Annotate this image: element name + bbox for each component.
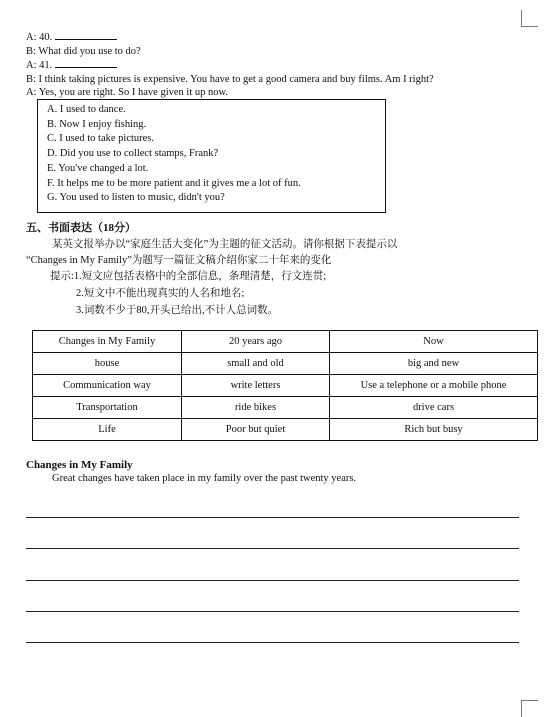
- table-row: [33, 353, 538, 375]
- hint-1: 提示:1.短文应包括表格中的全部信息，条理清楚，行文连贯;: [50, 271, 327, 282]
- dialogue-text: Yes, you are right. So I have given it up now.: [38, 87, 229, 99]
- crop-mark-top-right: [521, 10, 538, 27]
- speaker-label: A:: [26, 87, 37, 99]
- option-b: B. Now I enjoy fishing.: [47, 118, 147, 130]
- hint-3: 3.词数不少于80,开头已给出,不计人总词数。: [76, 305, 279, 316]
- table-row: [33, 419, 538, 441]
- dialogue-line: [26, 58, 434, 73]
- table-cell: write letters: [182, 375, 330, 397]
- dialogue-line: [26, 86, 434, 100]
- table-cell: Use a telephone or a mobile phone: [330, 375, 538, 397]
- table-cell: big and new: [330, 353, 538, 375]
- dialogue: [26, 30, 434, 100]
- writing-line[interactable]: [26, 611, 519, 612]
- option-f: F. It helps me to be more patient and it gives me a lot of fun.: [47, 177, 301, 189]
- option-c: C. I used to take pictures.: [47, 133, 155, 145]
- crop-mark-bottom-right: [521, 700, 538, 717]
- writing-line[interactable]: [26, 580, 519, 581]
- table-row: [33, 375, 538, 397]
- dialogue-text: What did you use to do?: [38, 45, 141, 57]
- table-cell: small and old: [182, 353, 330, 375]
- dialogue-text: 40.: [39, 32, 53, 43]
- essay-opening: Great changes have taken place in my family over the past twenty years.: [52, 473, 357, 484]
- table-row: [33, 397, 538, 419]
- prompt-line-2: “Changes in My Family”为题写一篇征文稿介绍你家二十年来的变化: [26, 255, 332, 266]
- dialogue-text: I think taking pictures is expensive. You have to get a good camera and buy films. Am I right?: [38, 73, 434, 85]
- table-cell: Rich but busy: [330, 419, 538, 441]
- option-d: D. Did you use to collect stamps, Frank?: [47, 148, 219, 160]
- speaker-label: B:: [26, 73, 36, 85]
- dialogue-line: [26, 45, 434, 59]
- writing-line[interactable]: [26, 642, 519, 643]
- option-g: G. You used to listen to music, didn't you?: [47, 192, 225, 204]
- essay-title: Changes in My Family: [26, 459, 133, 471]
- section-heading: 五、书面表达（18分）: [26, 222, 136, 234]
- table-cell: Transportation: [33, 397, 182, 419]
- speaker-label: A:: [26, 60, 37, 72]
- table-header-cell: 20 years ago: [182, 331, 330, 353]
- table-header-cell: Now: [330, 331, 538, 353]
- option-a: A. I used to dance.: [47, 104, 126, 115]
- hint-2: 2.短文中不能出现真实的人名和地名;: [76, 288, 245, 299]
- answer-blank-40[interactable]: [55, 30, 117, 40]
- dialogue-line: [26, 30, 434, 45]
- speaker-label: B:: [26, 45, 36, 57]
- option-e: E. You've changed a lot.: [47, 162, 149, 174]
- speaker-label: A:: [26, 32, 37, 43]
- table-cell: Communication way: [33, 375, 182, 397]
- table-cell: house: [33, 353, 182, 375]
- table-cell: Life: [33, 419, 182, 441]
- table-cell: Poor but quiet: [182, 419, 330, 441]
- writing-line[interactable]: [26, 548, 519, 549]
- options-box: [37, 99, 386, 213]
- changes-table: [32, 330, 538, 441]
- answer-blank-41[interactable]: [55, 58, 117, 68]
- dialogue-text: 41.: [39, 60, 53, 72]
- dialogue-line: [26, 73, 434, 87]
- prompt-line-1: 某英文报举办以“家庭生活大变化”为主题的征文活动。请你根据下表提示以: [52, 239, 398, 250]
- table-cell: drive cars: [330, 397, 538, 419]
- table-header-row: [33, 331, 538, 353]
- table-header-cell: Changes in My Family: [33, 331, 182, 353]
- writing-line[interactable]: [26, 517, 519, 518]
- table-cell: ride bikes: [182, 397, 330, 419]
